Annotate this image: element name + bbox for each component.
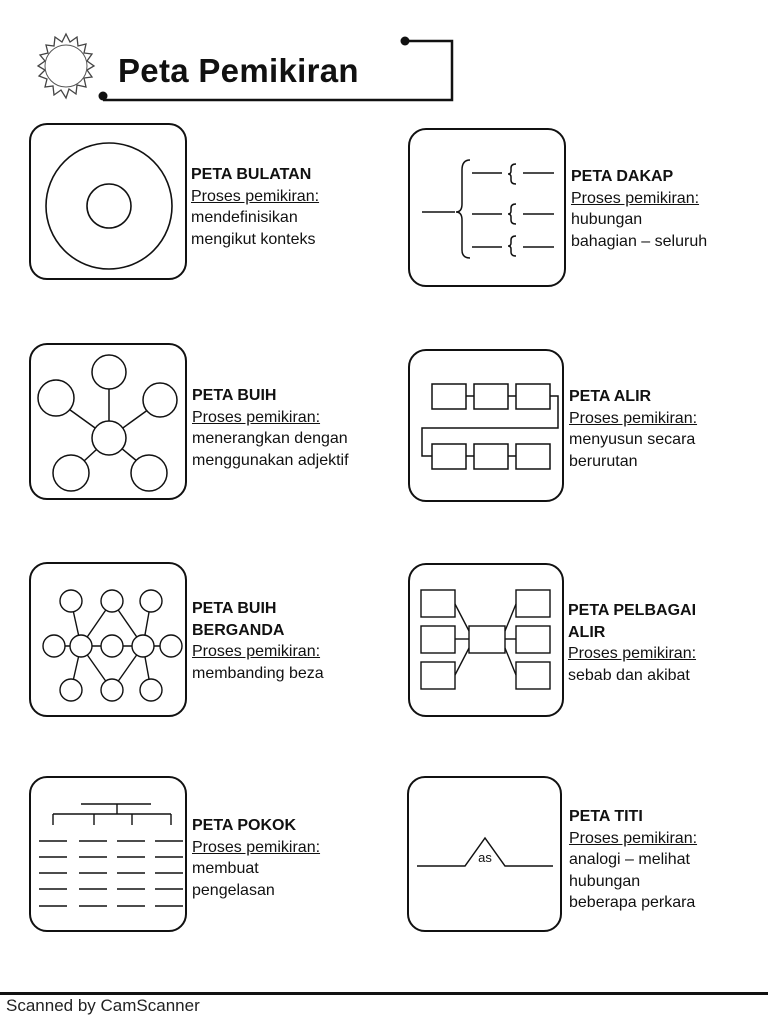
map-description: pengelasan [192, 881, 275, 899]
header-graphics [0, 0, 768, 110]
map-description: berurutan [569, 452, 638, 470]
map-process-label: Proses pemikiran: [192, 643, 321, 660]
tree-map-icon [31, 778, 187, 932]
map-process-label: Proses pemikiran: [569, 829, 698, 847]
scanner-watermark: Scanned by CamScanner [6, 996, 200, 1015]
map-description: sebab dan akibat [568, 666, 690, 684]
brace-map-icon [410, 130, 566, 287]
flow-map-card [408, 349, 564, 502]
map-description: hubungan [571, 211, 643, 228]
bridge-map-text [569, 806, 697, 914]
bridge-map-card [407, 776, 562, 932]
map-name: PETA TITI [569, 808, 643, 825]
brace-map-text [571, 166, 707, 252]
circle-map-card [29, 123, 187, 280]
bubble-map-text [192, 385, 349, 471]
map-description: hubungan [569, 872, 641, 890]
map-description: bahagian – seluruh [571, 232, 708, 250]
bridge-relation-label: as [478, 850, 492, 865]
map-name: PETA BUIH [192, 600, 277, 617]
map-name-line2: ALIR [568, 623, 606, 641]
page-title: Peta Pemikiran [118, 52, 359, 89]
flow-map-text [569, 386, 697, 472]
map-name: PETA ALIR [569, 388, 652, 405]
map-name: PETA DAKAP [571, 168, 674, 185]
map-name: PETA BULATAN [191, 166, 312, 183]
footer-divider [0, 992, 768, 995]
map-name-line2: BERGANDA [192, 621, 285, 639]
circle-map-text [191, 164, 319, 250]
map-process-label: Proses pemikiran: [569, 409, 698, 427]
tree-map-card [29, 776, 187, 932]
brace-map-card [408, 128, 566, 287]
multi-flow-map-card [408, 563, 564, 717]
multi-flow-map-text [568, 600, 696, 686]
double-bubble-map-text [192, 598, 324, 684]
map-description: mendefinisikan [191, 209, 298, 226]
map-description: menggunakan adjektif [192, 451, 349, 469]
map-description: menerangkan dengan [192, 430, 348, 447]
bubble-map-card [29, 343, 187, 500]
bubble-map-icon [31, 345, 187, 500]
map-description: membuat [192, 860, 259, 877]
double-bubble-map-card [29, 562, 187, 717]
map-process-label: Proses pemikiran: [192, 408, 321, 426]
map-description: membanding beza [192, 664, 324, 682]
double-bubble-map-icon [31, 564, 187, 717]
circle-map-icon [31, 125, 187, 280]
bridge-map-icon [409, 778, 562, 932]
map-process-label: Proses pemikiran: [568, 645, 697, 662]
map-process-label: Proses pemikiran: [191, 187, 320, 205]
map-name: PETA POKOK [192, 817, 297, 834]
map-description: menyusun secara [569, 431, 696, 448]
sunburst-badge-icon [38, 34, 94, 98]
multi-flow-map-icon [410, 565, 564, 717]
tree-map-text [192, 815, 320, 901]
map-process-label: Proses pemikiran: [192, 838, 321, 856]
map-process-label: Proses pemikiran: [571, 189, 700, 207]
map-description: mengikut konteks [191, 230, 316, 248]
map-name: PETA BUIH [192, 387, 277, 404]
map-name: PETA PELBAGAI [568, 602, 697, 619]
flow-map-icon [410, 351, 564, 502]
map-description: analogi – melihat [569, 851, 690, 868]
map-description: beberapa perkara [569, 894, 696, 911]
